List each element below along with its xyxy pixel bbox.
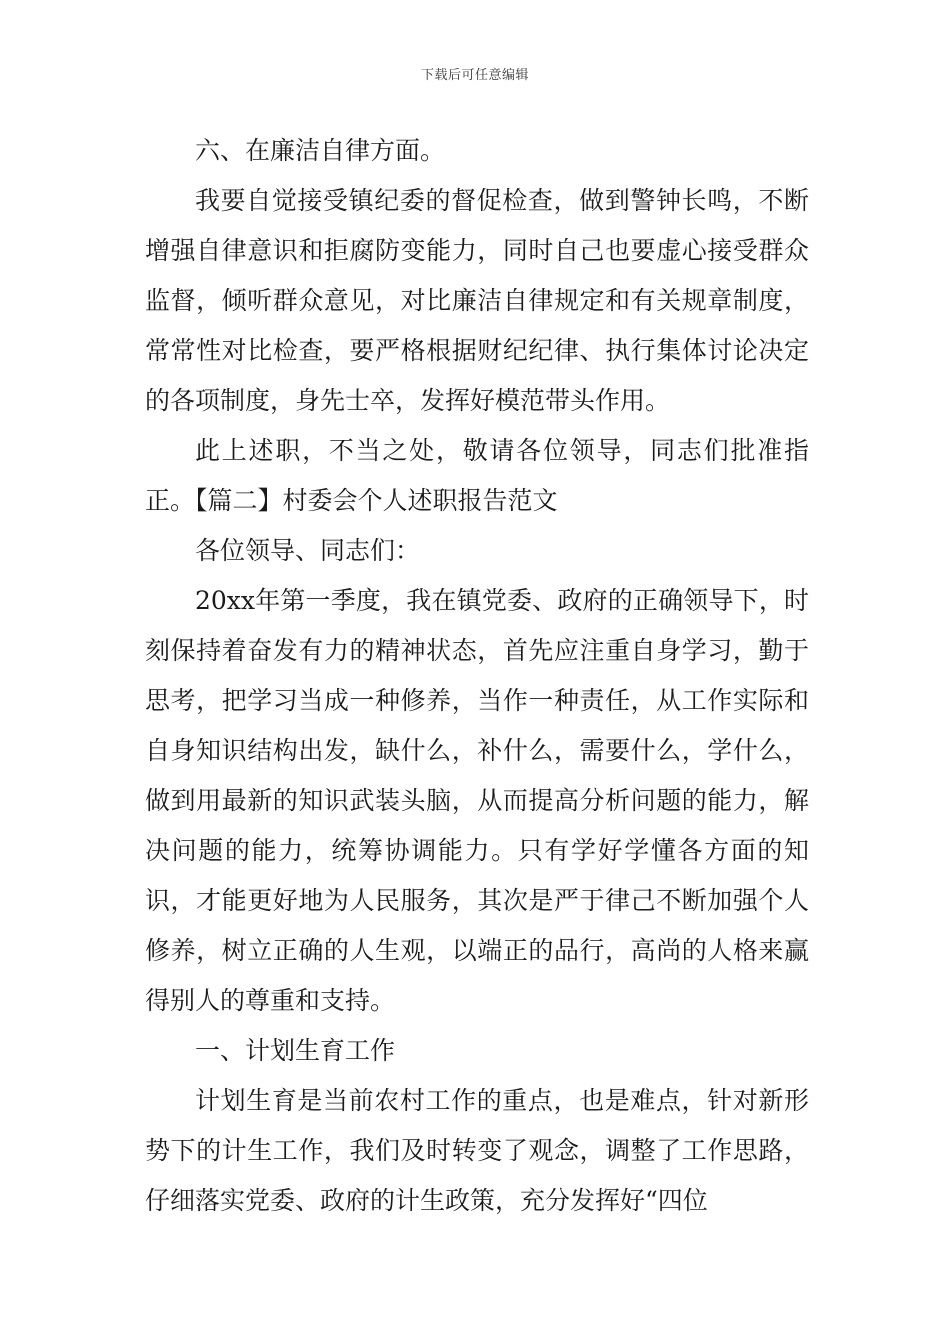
paragraph-salutation: 各位领导、同志们：	[195, 536, 421, 565]
paragraph-first-quarter-summary: 20xx年第一季度，我在镇党委、政府的正确领导下，时刻保持着奋发有力的精神状态，首先应注重自身学习，勤于思考，把学习当成一种修养，当作一种责任，从工作实际和自身知识结构出发，缺什么，补什么，需要什么，学什么，做到用最新的知识武装头脑，从而提高分析问题的能力，解决问题的能力，统筹协调能力。只有学好学懂各方面的知识，才能更好地为人民服务，其次是严于律己不断加强个人修养，树立正确的人生观，以端正的品行，高尚的人格来赢得别人的尊重和支持。	[145, 586, 809, 1015]
document-body	[145, 126, 809, 1226]
section-heading-family-planning: 一、计划生育工作	[195, 1036, 396, 1065]
page-header-note: 下载后可任意编辑	[420, 68, 529, 83]
paragraph-integrity-commitment: 我要自觉接受镇纪委的督促检查，做到警钟长鸣，不断增强自律意识和拒腐防变能力，同时自己也要虚心接受群众监督，倾听群众意见，对比廉洁自律规定和有关规章制度，常常性对比检查，要严格根据财纪纪律、执行集体讨论决定的各项制度，身先士卒，发挥好模范带头作用。	[145, 186, 809, 415]
paragraph-closing-and-title: 此上述职，不当之处，敬请各位领导，同志们批准指正。【篇二】村委会个人述职报告范文	[145, 436, 809, 515]
section-heading-integrity: 六、在廉洁自律方面。	[195, 136, 446, 165]
paragraph-family-planning: 计划生育是当前农村工作的重点，也是难点，针对新形势下的计生工作，我们及时转变了观念，调整了工作思路，仔细落实党委、政府的计生政策，充分发挥好“四位	[145, 1086, 809, 1215]
